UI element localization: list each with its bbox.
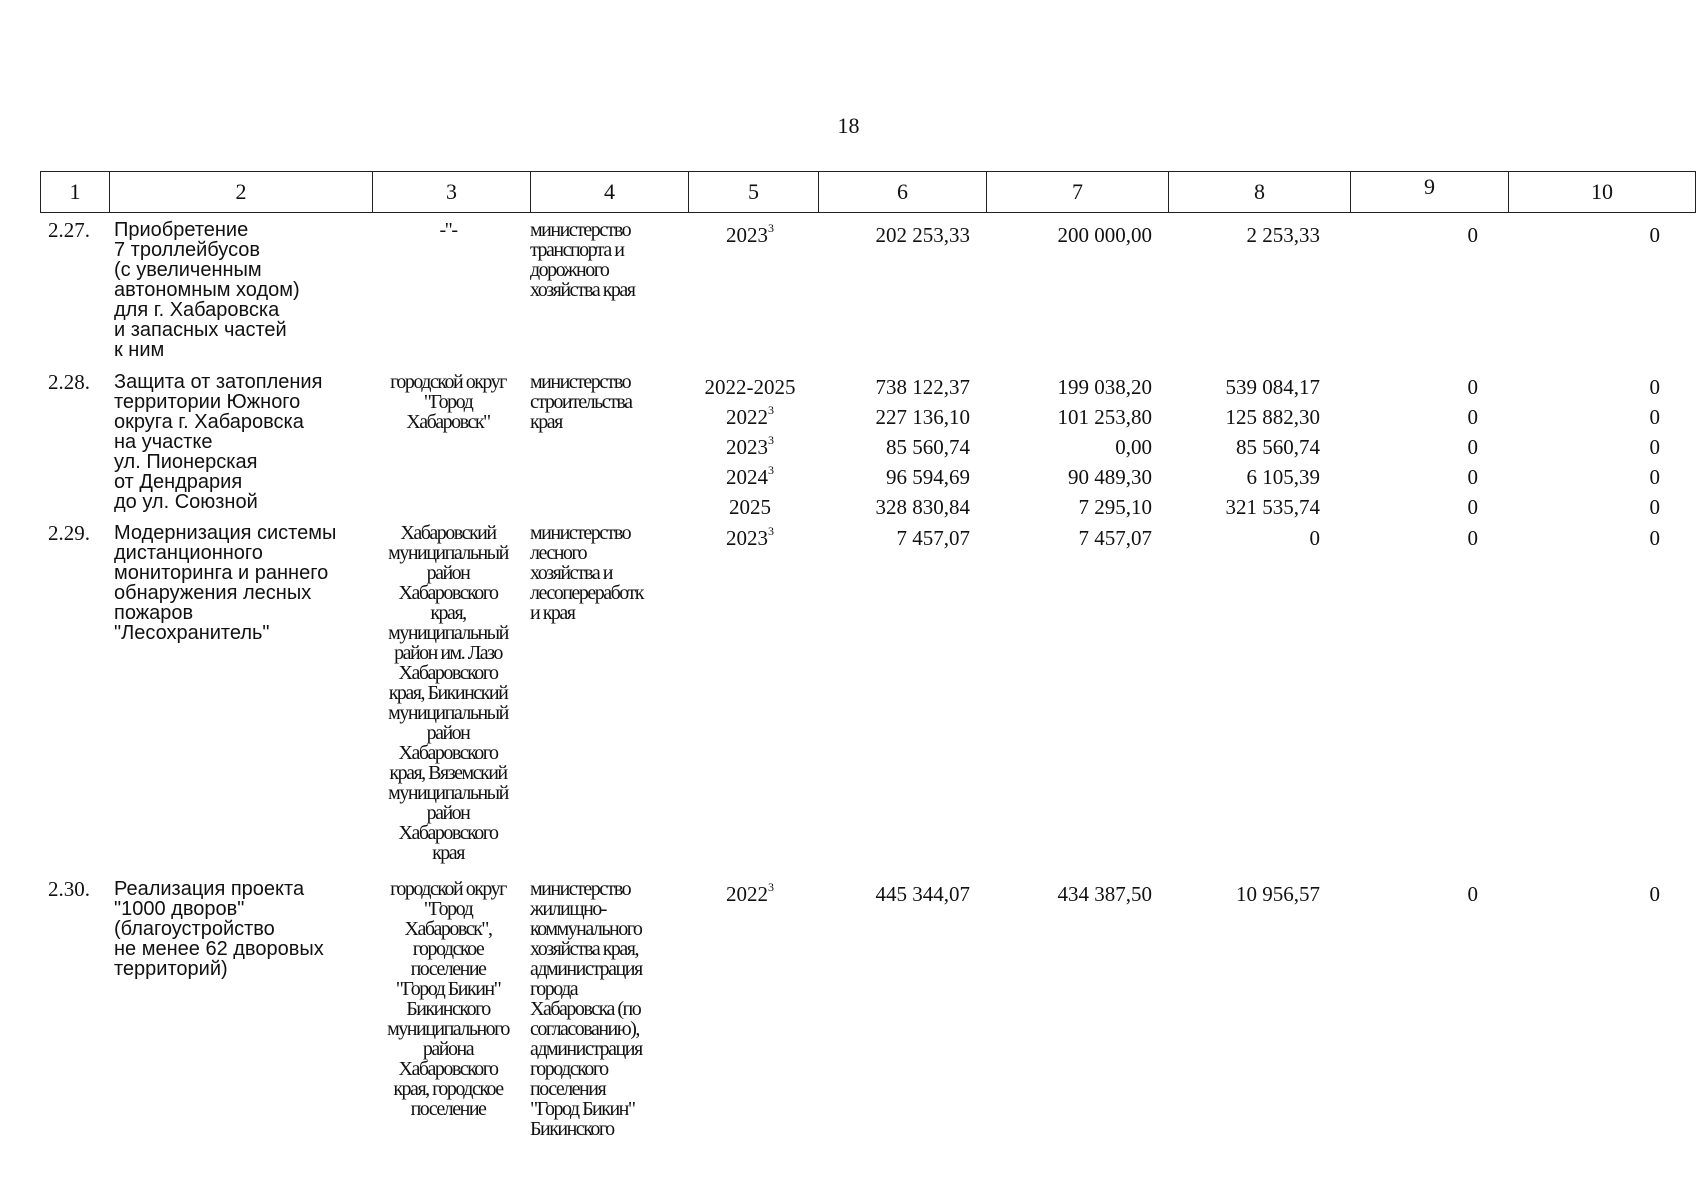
value: 0	[1649, 435, 1660, 459]
period	[690, 523, 810, 553]
header-col-2: 2	[110, 172, 373, 213]
year: 2023	[726, 223, 768, 247]
footnote-mark: 3	[768, 463, 774, 477]
year: 2025	[729, 495, 771, 519]
event-name: Модернизация системы дистанционного мониторинга и раннего обнаружения лесных пожаров "Лесохранитель"	[114, 522, 337, 644]
footnote-mark: 3	[768, 221, 774, 235]
value: 434 387,50	[1057, 882, 1152, 906]
value: 227 136,10	[875, 405, 970, 429]
header-col-10: 10	[1509, 172, 1696, 213]
federal-amount	[980, 879, 1152, 909]
row-number: 2.28.	[48, 370, 90, 394]
value: 0	[1467, 526, 1478, 550]
col-10-amount	[1490, 220, 1660, 250]
value: 0	[1649, 375, 1660, 399]
col-9-amount	[1330, 523, 1478, 553]
value: 0	[1309, 526, 1320, 550]
page-number: 18	[837, 113, 860, 138]
value: 539 084,17	[1225, 375, 1320, 399]
value: 738 122,37	[875, 375, 970, 399]
territory: Хабаровский муниципальный район Хабаровского края, муниципальный район им. Лазо Хабаровского края, Бикинский муниципальный район Хабаровского края, Вяземский муниципальный район Хабаровского края	[388, 522, 508, 864]
value: 0	[1649, 495, 1660, 519]
value: 0	[1649, 526, 1660, 550]
col-9-amount	[1330, 879, 1478, 909]
header-col-9: 9	[1351, 172, 1509, 213]
year: 2022-2025	[704, 375, 796, 399]
value: 10 956,57	[1236, 882, 1320, 906]
col-10-amount	[1490, 372, 1660, 522]
year: 2023	[726, 526, 768, 550]
period	[690, 372, 810, 522]
footnote-mark: 3	[768, 403, 774, 417]
year: 2022	[726, 405, 768, 429]
regional-amount	[1160, 372, 1320, 522]
value: 2 253,33	[1246, 223, 1320, 247]
col-9-amount	[1330, 220, 1478, 250]
header-col-3: 3	[373, 172, 531, 213]
header-col-8: 8	[1169, 172, 1351, 213]
footnote-mark: 3	[768, 880, 774, 894]
regional-amount	[1160, 879, 1320, 909]
period	[690, 879, 810, 909]
federal-amount	[980, 372, 1152, 522]
regional-amount	[1160, 523, 1320, 553]
value: 0	[1467, 435, 1478, 459]
footnote-mark: 3	[768, 433, 774, 447]
footnote-mark: 3	[768, 524, 774, 538]
column-number-header	[40, 171, 1696, 213]
value: 6 105,39	[1246, 465, 1320, 489]
executor: министерство строительства края	[530, 371, 632, 433]
row-number: 2.29.	[48, 521, 90, 545]
territory: -"-	[439, 219, 457, 241]
value: 0	[1467, 405, 1478, 429]
regional-amount	[1160, 220, 1320, 250]
value: 321 535,74	[1225, 495, 1320, 519]
row-number: 2.30.	[48, 877, 90, 901]
value: 0	[1467, 495, 1478, 519]
row-number: 2.27.	[48, 218, 90, 242]
header-col-5: 5	[689, 172, 819, 213]
header-col-1: 1	[41, 172, 110, 213]
value: 90 489,30	[1068, 465, 1152, 489]
period	[690, 220, 810, 250]
executor: министерство лесного хозяйства и лесопереработк и края	[530, 522, 643, 624]
value: 96 594,69	[886, 465, 970, 489]
executor: министерство транспорта и дорожного хозяйства края	[530, 219, 635, 301]
value: 85 560,74	[886, 435, 970, 459]
value: 0	[1649, 465, 1660, 489]
value: 0	[1467, 465, 1478, 489]
territory: городской округ "Город Хабаровск"	[390, 371, 506, 433]
year: 2024	[726, 465, 768, 489]
total-amount	[810, 220, 970, 250]
value: 85 560,74	[1236, 435, 1320, 459]
value: 0,00	[1115, 435, 1152, 459]
value: 199 038,20	[1057, 375, 1152, 399]
federal-amount	[980, 220, 1152, 250]
value: 0	[1467, 882, 1478, 906]
value: 445 344,07	[875, 882, 970, 906]
year: 2022	[726, 882, 768, 906]
col-9-amount	[1330, 372, 1478, 522]
header-col-4: 4	[531, 172, 689, 213]
value: 101 253,80	[1057, 405, 1152, 429]
value: 7 457,07	[896, 526, 970, 550]
value: 0	[1649, 882, 1660, 906]
value: 200 000,00	[1057, 223, 1152, 247]
col-10-amount	[1490, 523, 1660, 553]
value: 328 830,84	[875, 495, 970, 519]
header-col-6: 6	[819, 172, 987, 213]
value: 0	[1467, 223, 1478, 247]
col-10-amount	[1490, 879, 1660, 909]
event-name: Реализация проекта "1000 дворов" (благоустройство не менее 62 дворовых территорий)	[114, 878, 324, 980]
value: 0	[1467, 375, 1478, 399]
value: 7 457,07	[1078, 526, 1152, 550]
territory: городской округ "Город Хабаровск", городское поселение "Город Бикин" Бикинского муниципального района Хабаровского края, городское поселение	[387, 878, 509, 1120]
total-amount	[810, 523, 970, 553]
value: 0	[1649, 223, 1660, 247]
header-col-7: 7	[987, 172, 1169, 213]
value: 0	[1649, 405, 1660, 429]
total-amount	[810, 879, 970, 909]
executor: министерство жилищно- коммунального хозяйства края, администрация города Хабаровска (по согласованию), администрация городского поселения "Город Бикин" Бикинского	[530, 878, 642, 1140]
event-name: Защита от затопления территории Южного округа г. Хабаровска на участке ул. Пионерская от Дендрария до ул. Союзной	[114, 371, 323, 513]
value: 125 882,30	[1225, 405, 1320, 429]
value: 7 295,10	[1078, 495, 1152, 519]
year: 2023	[726, 435, 768, 459]
federal-amount	[980, 523, 1152, 553]
value: 202 253,33	[875, 223, 970, 247]
total-amount	[810, 372, 970, 522]
event-name: Приобретение 7 троллейбусов (с увеличенным автономным ходом) для г. Хабаровска и запасных частей к ним	[114, 219, 300, 361]
